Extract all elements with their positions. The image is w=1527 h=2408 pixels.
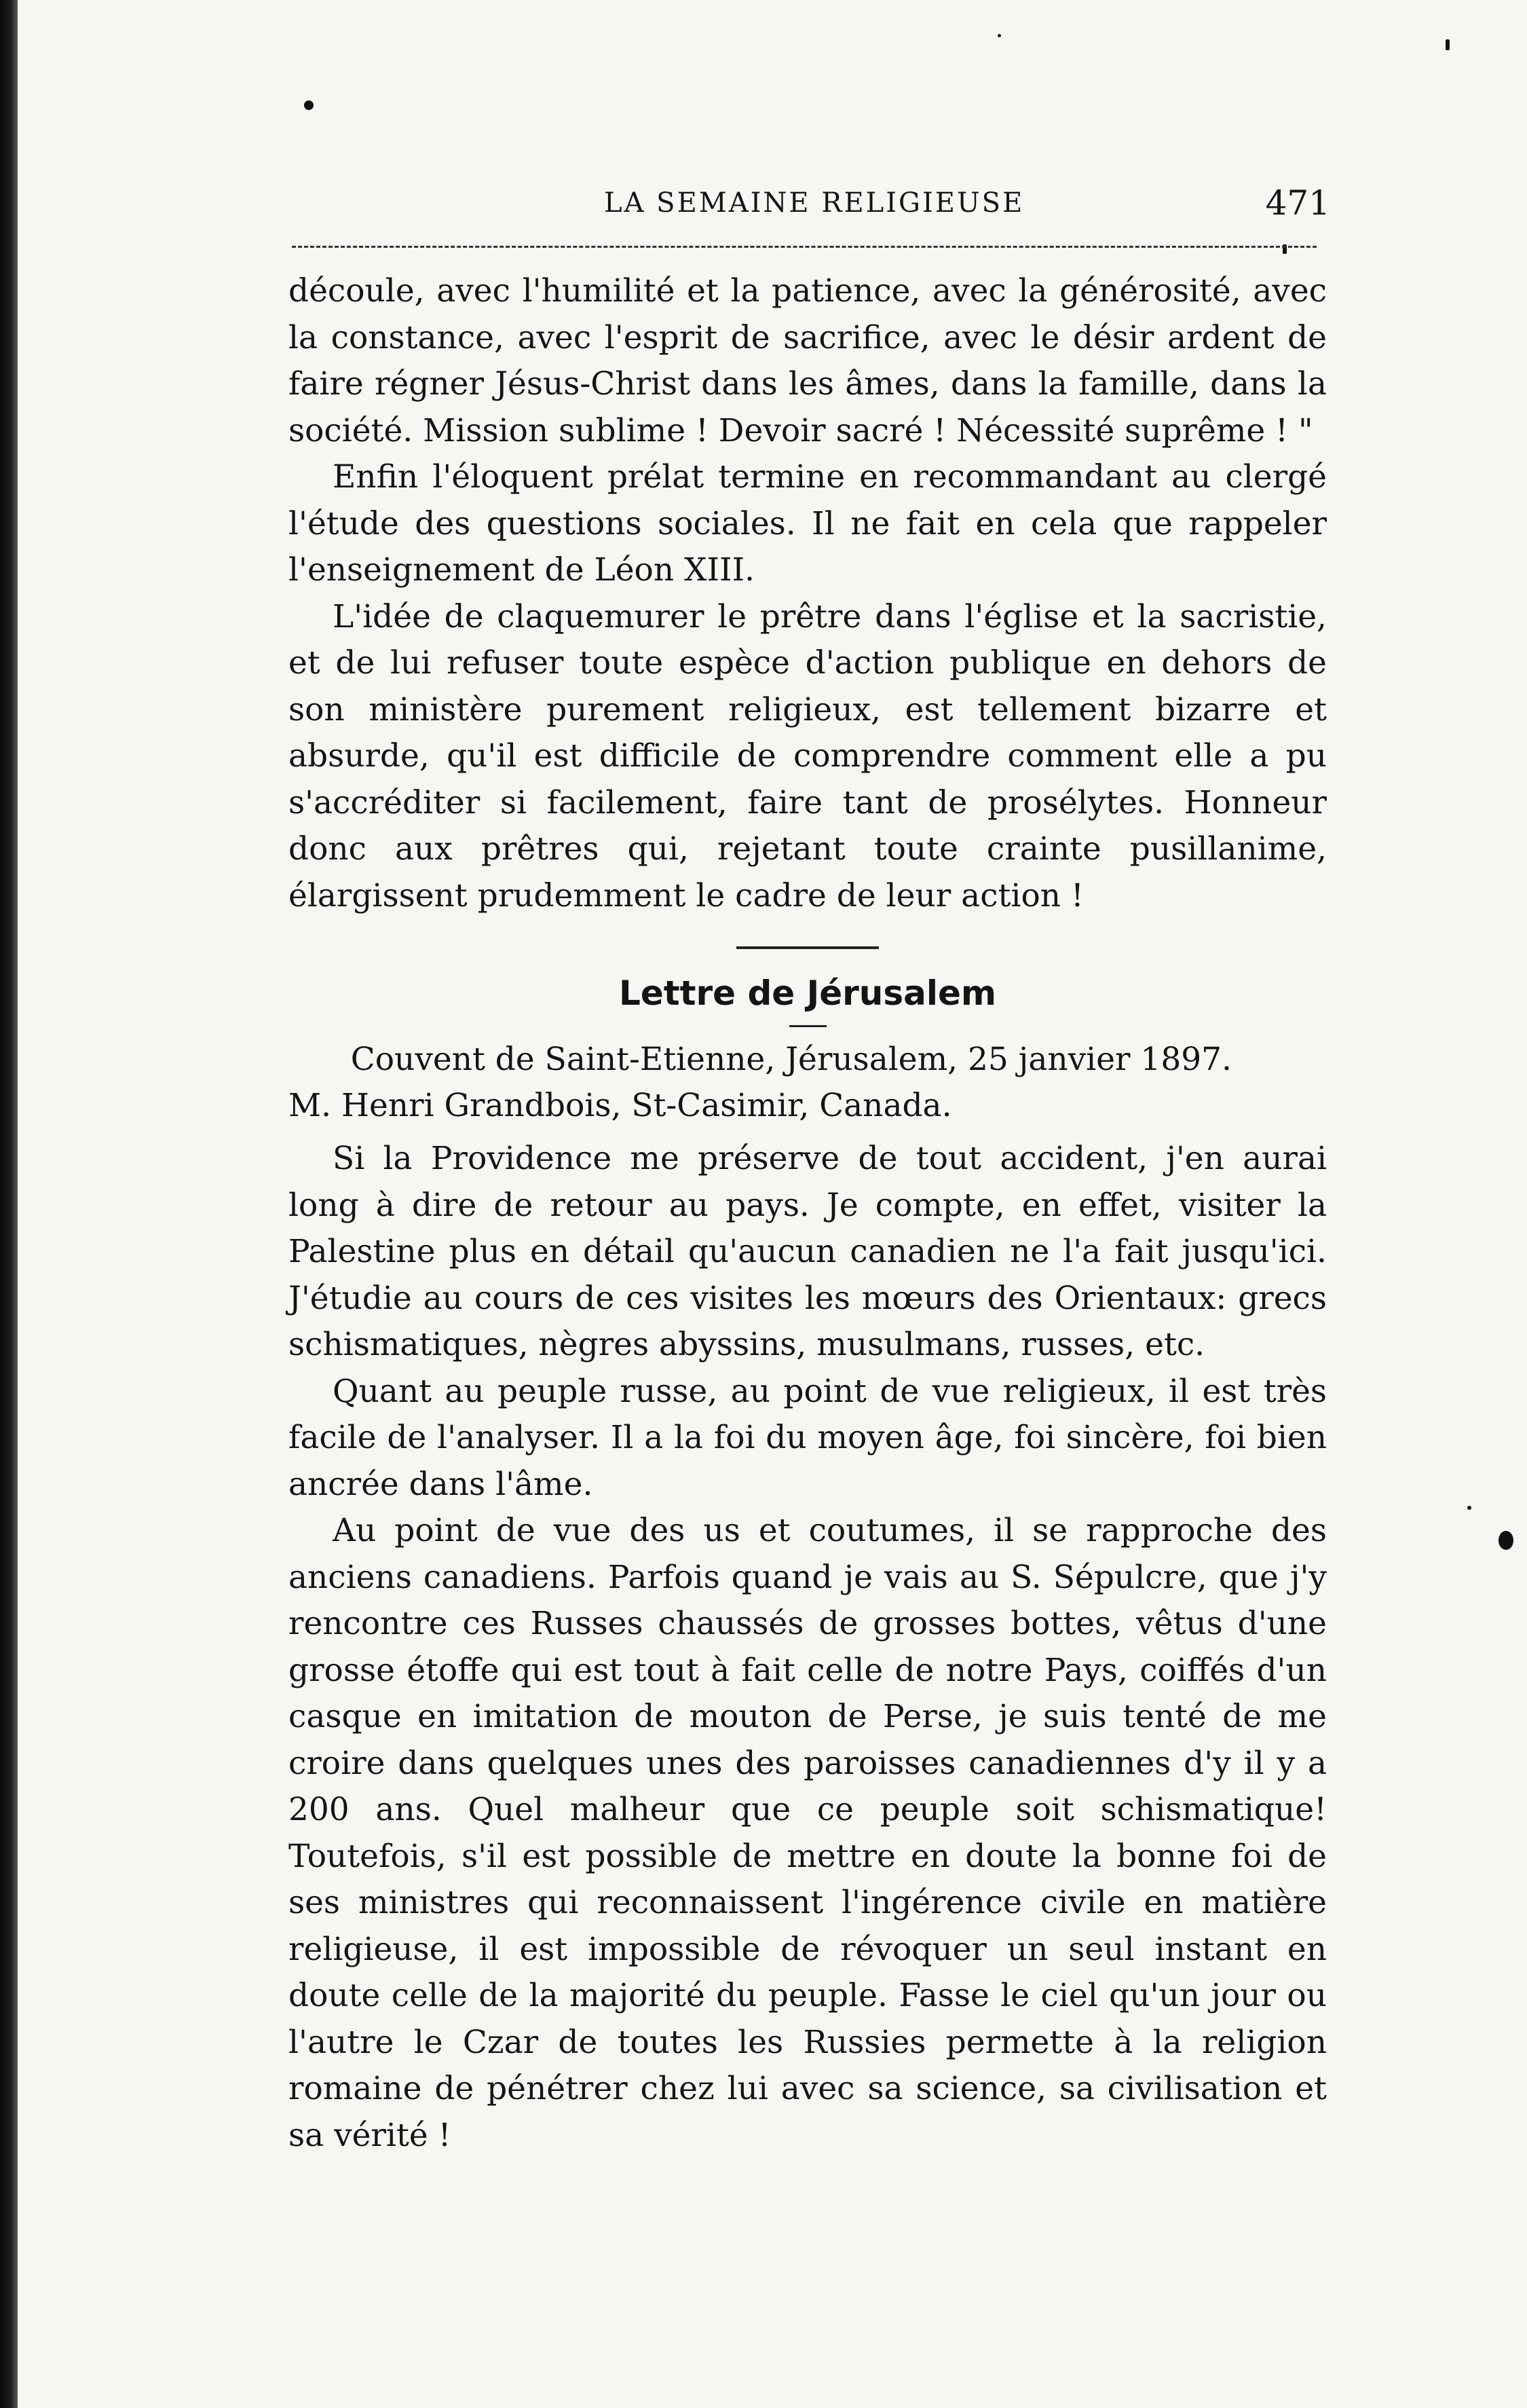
letter-paragraph: Au point de vue des us et coutumes, il se rapproche des anciens canadiens. Parfois quand je vais au S. Sépulcre, que j'y rencontre ces Russes chaussés de grosses bottes, vêtus d'une grosse étoffe qui est tout à fait celle de notre Pays, coiffés d'un casque en imitation de mouton de Perse, je suis tenté de me croire dans quelques unes des paroisses canadiennes d'y il y a 200 ans. Quel malheur que ce peuple soit schismatique! Toutefois, s'il est possible de mettre en doute la bonne foi de ses ministres qui reconnaissent l'ingérence civile en matière religieuse, il est impossible de révoquer un seul instant en doute celle de la majorité du peuple. Fasse le ciel qu'un jour ou l'autre le Czar de toutes les Russies permette à la religion romaine de pénétrer chez lui avec sa science, sa civilisation et sa vérité ! [288,1512,1327,2154]
page-body [288,268,1327,2159]
paragraph: découle, avec l'humilité et la patience, avec la générosité, avec la constance, avec l'esprit de sacrifice, avec le désir ardent de faire régner Jésus-Christ dans les âmes, dans la famille, dans la société. Mission sublime ! Devoir sacré ! Nécessité suprême ! " [288,272,1327,449]
header-rule [292,246,1317,248]
scan-edge [0,0,18,2408]
letter-paragraph: Quant au peuple russe, au point de vue religieux, il est très facile de l'analyser. Il a la foi du moyen âge, foi sincère, foi bien ancrée dans l'âme. [288,1372,1327,1503]
scan-speck [1498,1531,1513,1550]
scan-speck [1467,1506,1471,1510]
scan-speck [1446,39,1450,50]
running-title: LA SEMAINE RELIGIEUSE [604,187,1025,219]
letter-paragraph: Si la Providence me préserve de tout accident, j'en aurai long à dire de retour au pays. Je compte, en effet, visiter la Palestine plus en détail qu'aucun canadien ne l'a fait jusqu'ici. J'étudie au cours de ces visites les mœurs des Orientaux: grecs schismatiques, nègres abyssins, musulmans, russes, etc. [288,1140,1327,1363]
scan-speck [304,100,314,110]
running-header [292,183,1330,231]
letter-heading: Lettre de Jérusalem [618,974,997,1013]
letter-recipient: M. Henri Grandbois, St-Casimir, Canada. [288,1087,952,1124]
scan-speck [998,34,1001,37]
page-number: 471 [1265,183,1330,223]
heading-rule [789,1025,827,1027]
section-separator [736,946,879,949]
letter-dateline: Couvent de Saint-Etienne, Jérusalem, 25 janvier 1897. [350,1041,1232,1078]
paragraph: Enfin l'éloquent prélat termine en recommandant au clergé l'étude des questions sociales. Il ne fait en cela que rappeler l'enseignement de Léon XIII. [288,458,1327,589]
paragraph: L'idée de claquemurer le prêtre dans l'église et la sacristie, et de lui refuser toute espèce d'action publique en dehors de son ministère purement religieux, est tellement bizarre et absurde, qu'il est difficile de comprendre comment elle a pu s'accréditer si facilement, faire tant de prosélytes. Honneur donc aux prêtres qui, rejetant toute crainte pusillanime, élargissent prudemment le cadre de leur action ! [288,597,1327,914]
